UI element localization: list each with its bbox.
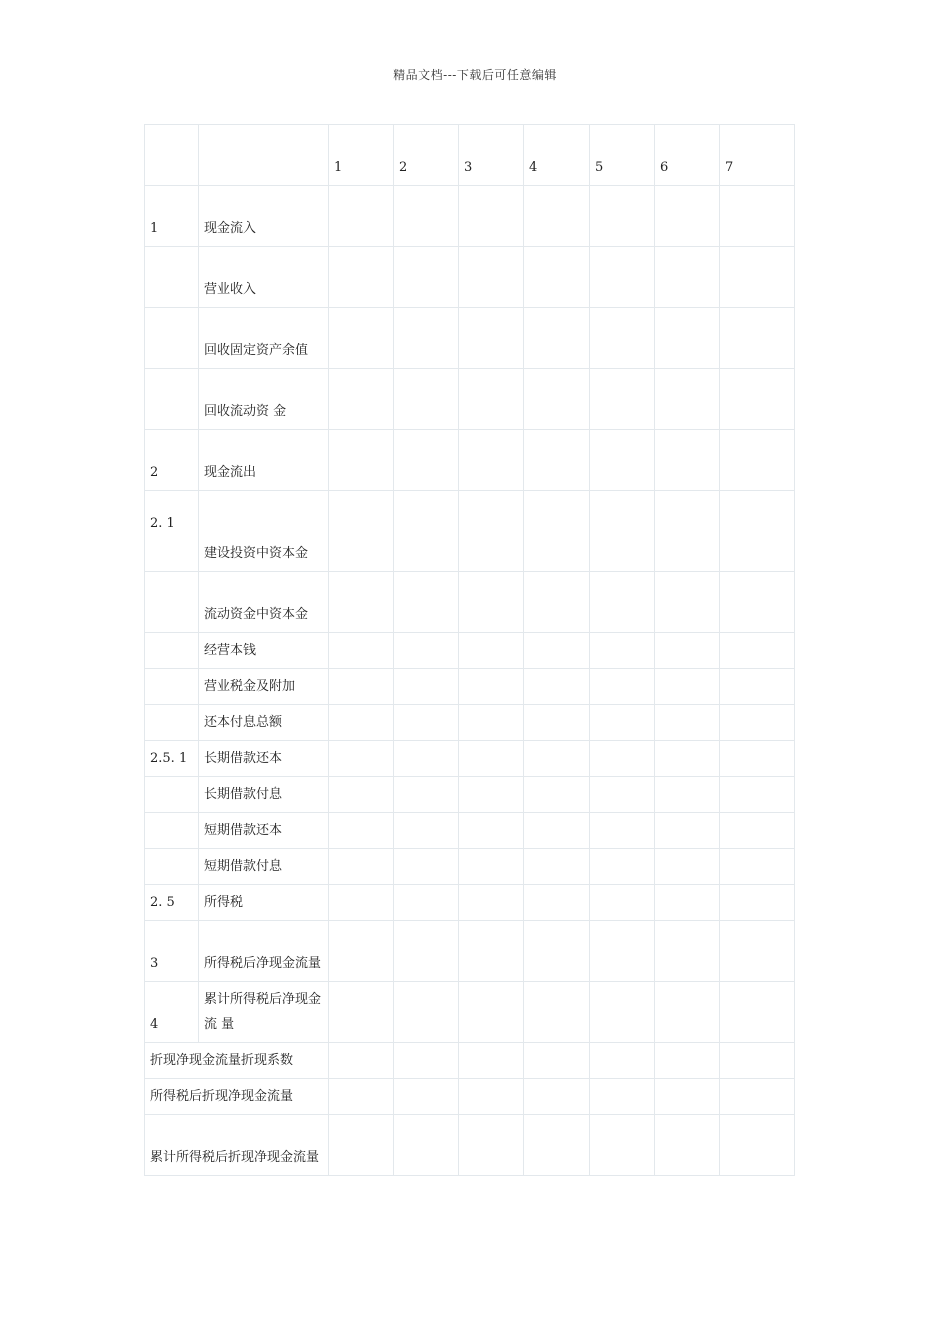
- data-cell: [459, 430, 524, 491]
- data-cell: [329, 705, 394, 741]
- data-cell: [329, 491, 394, 572]
- summary-item: 所得税后折现净现金流量: [145, 1079, 329, 1115]
- row-item: 流动资金中资本金: [199, 572, 329, 633]
- data-cell: [655, 1079, 720, 1115]
- data-cell: [459, 669, 524, 705]
- data-cell: [394, 982, 459, 1043]
- year-header: 4: [524, 125, 590, 186]
- data-cell: [720, 308, 795, 369]
- data-cell: [590, 369, 655, 430]
- row-item: 营业税金及附加: [199, 669, 329, 705]
- data-cell: [394, 705, 459, 741]
- summary-row: [145, 1043, 795, 1079]
- data-cell: [329, 741, 394, 777]
- data-cell: [524, 885, 590, 921]
- row-number: 2: [145, 430, 199, 491]
- data-cell: [329, 1043, 394, 1079]
- row-number: [145, 813, 199, 849]
- data-cell: [590, 982, 655, 1043]
- data-cell: [524, 741, 590, 777]
- data-cell: [590, 669, 655, 705]
- data-cell: [655, 921, 720, 982]
- data-cell: [590, 186, 655, 247]
- row-item: 所得税: [199, 885, 329, 921]
- data-cell: [394, 430, 459, 491]
- data-cell: [459, 849, 524, 885]
- data-cell: [655, 982, 720, 1043]
- data-cell: [655, 369, 720, 430]
- data-cell: [655, 705, 720, 741]
- data-cell: [720, 741, 795, 777]
- row-item: 长期借款付息: [199, 777, 329, 813]
- data-cell: [459, 308, 524, 369]
- table-row: [145, 369, 795, 430]
- data-cell: [524, 1043, 590, 1079]
- data-cell: [459, 982, 524, 1043]
- data-cell: [655, 1043, 720, 1079]
- data-cell: [329, 849, 394, 885]
- data-cell: [524, 1079, 590, 1115]
- data-cell: [329, 982, 394, 1043]
- data-cell: [524, 572, 590, 633]
- data-cell: [720, 849, 795, 885]
- row-item: 长期借款还本: [199, 741, 329, 777]
- data-cell: [590, 849, 655, 885]
- data-cell: [720, 572, 795, 633]
- data-cell: [394, 491, 459, 572]
- data-cell: [590, 885, 655, 921]
- data-cell: [524, 430, 590, 491]
- data-cell: [655, 1115, 720, 1176]
- data-cell: [394, 572, 459, 633]
- row-number: 4: [145, 982, 199, 1043]
- data-cell: [524, 1115, 590, 1176]
- data-cell: [394, 921, 459, 982]
- data-cell: [329, 186, 394, 247]
- header-cell-item: [199, 125, 329, 186]
- data-cell: [394, 247, 459, 308]
- data-cell: [590, 1079, 655, 1115]
- data-cell: [655, 247, 720, 308]
- data-cell: [655, 572, 720, 633]
- table-row: [145, 186, 795, 247]
- data-cell: [655, 777, 720, 813]
- data-cell: [720, 247, 795, 308]
- data-cell: [329, 1115, 394, 1176]
- data-cell: [720, 633, 795, 669]
- row-number: [145, 369, 199, 430]
- data-cell: [524, 813, 590, 849]
- row-item: 现金流出: [199, 430, 329, 491]
- data-cell: [590, 777, 655, 813]
- data-cell: [590, 741, 655, 777]
- data-cell: [329, 572, 394, 633]
- page-header: 精品文档---下载后可任意编辑: [393, 68, 557, 82]
- table-row: [145, 741, 795, 777]
- year-header: 6: [655, 125, 720, 186]
- data-cell: [655, 308, 720, 369]
- data-cell: [524, 705, 590, 741]
- data-cell: [720, 777, 795, 813]
- row-number: [145, 777, 199, 813]
- data-cell: [459, 741, 524, 777]
- row-item: 经营本钱: [199, 633, 329, 669]
- data-cell: [524, 308, 590, 369]
- data-cell: [394, 885, 459, 921]
- table-row: [145, 813, 795, 849]
- table-row: [145, 705, 795, 741]
- data-cell: [524, 669, 590, 705]
- data-cell: [394, 369, 459, 430]
- data-cell: [459, 247, 524, 308]
- summary-item: 累计所得税后折现净现金流量: [145, 1115, 329, 1176]
- data-cell: [655, 633, 720, 669]
- data-cell: [720, 1079, 795, 1115]
- data-cell: [720, 705, 795, 741]
- table-row: [145, 491, 795, 572]
- data-cell: [459, 633, 524, 669]
- data-cell: [590, 705, 655, 741]
- data-cell: [720, 186, 795, 247]
- data-cell: [459, 1115, 524, 1176]
- data-cell: [329, 777, 394, 813]
- year-header: 2: [394, 125, 459, 186]
- row-number: 3: [145, 921, 199, 982]
- data-cell: [590, 633, 655, 669]
- header-cell-no: [145, 125, 199, 186]
- data-cell: [329, 633, 394, 669]
- year-header: 1: [329, 125, 394, 186]
- data-cell: [459, 885, 524, 921]
- table-row: [145, 982, 795, 1043]
- data-cell: [394, 1043, 459, 1079]
- data-cell: [524, 633, 590, 669]
- data-cell: [590, 491, 655, 572]
- data-cell: [329, 669, 394, 705]
- row-item: 营业收入: [199, 247, 329, 308]
- data-cell: [524, 369, 590, 430]
- table-row: [145, 633, 795, 669]
- data-cell: [720, 982, 795, 1043]
- row-number: [145, 308, 199, 369]
- data-cell: [720, 669, 795, 705]
- row-item: 回收流动资 金: [199, 369, 329, 430]
- row-item: 短期借款付息: [199, 849, 329, 885]
- data-cell: [329, 813, 394, 849]
- table-row: [145, 921, 795, 982]
- data-cell: [394, 633, 459, 669]
- year-header: 7: [720, 125, 795, 186]
- data-cell: [394, 849, 459, 885]
- data-cell: [590, 572, 655, 633]
- data-cell: [655, 669, 720, 705]
- data-cell: [329, 1079, 394, 1115]
- table-row: [145, 572, 795, 633]
- data-cell: [394, 741, 459, 777]
- row-number: [145, 705, 199, 741]
- data-cell: [394, 308, 459, 369]
- data-cell: [524, 982, 590, 1043]
- data-cell: [459, 491, 524, 572]
- data-cell: [524, 849, 590, 885]
- data-cell: [459, 813, 524, 849]
- data-cell: [590, 813, 655, 849]
- data-cell: [524, 247, 590, 308]
- data-cell: [394, 813, 459, 849]
- data-cell: [590, 430, 655, 491]
- data-cell: [655, 813, 720, 849]
- data-cell: [655, 885, 720, 921]
- row-number: 1: [145, 186, 199, 247]
- row-item: 建设投资中资本金: [199, 491, 329, 572]
- summary-row: [145, 1079, 795, 1115]
- data-cell: [329, 308, 394, 369]
- table-row: [145, 247, 795, 308]
- table-row: [145, 777, 795, 813]
- table-header-row: [145, 125, 795, 186]
- data-cell: [459, 921, 524, 982]
- table-row: [145, 430, 795, 491]
- row-item: 回收固定资产余值: [199, 308, 329, 369]
- data-cell: [524, 777, 590, 813]
- table-row: [145, 669, 795, 705]
- row-item: 短期借款还本: [199, 813, 329, 849]
- data-cell: [459, 705, 524, 741]
- data-cell: [655, 491, 720, 572]
- data-cell: [394, 1079, 459, 1115]
- row-number: [145, 669, 199, 705]
- data-cell: [459, 186, 524, 247]
- data-cell: [459, 369, 524, 430]
- data-cell: [720, 813, 795, 849]
- data-cell: [720, 430, 795, 491]
- table-row: [145, 308, 795, 369]
- cash-flow-table: [144, 124, 795, 1176]
- data-cell: [524, 921, 590, 982]
- data-cell: [655, 849, 720, 885]
- row-item: 还本付息总额: [199, 705, 329, 741]
- row-number: [145, 633, 199, 669]
- data-cell: [459, 777, 524, 813]
- summary-item: 折现净现金流量折现系数: [145, 1043, 329, 1079]
- data-cell: [590, 1043, 655, 1079]
- data-cell: [329, 369, 394, 430]
- data-cell: [655, 430, 720, 491]
- data-cell: [524, 186, 590, 247]
- data-cell: [720, 369, 795, 430]
- data-cell: [459, 572, 524, 633]
- row-item: 累计所得税后净现金流 量: [199, 982, 329, 1043]
- data-cell: [655, 741, 720, 777]
- data-cell: [590, 247, 655, 308]
- data-cell: [590, 308, 655, 369]
- summary-row: [145, 1115, 795, 1176]
- table-row: [145, 849, 795, 885]
- data-cell: [329, 430, 394, 491]
- year-header: 3: [459, 125, 524, 186]
- data-cell: [590, 921, 655, 982]
- data-cell: [459, 1079, 524, 1115]
- data-cell: [720, 921, 795, 982]
- data-cell: [655, 186, 720, 247]
- data-cell: [394, 186, 459, 247]
- data-cell: [394, 1115, 459, 1176]
- row-item: 现金流入: [199, 186, 329, 247]
- data-cell: [720, 885, 795, 921]
- row-number: [145, 247, 199, 308]
- data-cell: [459, 1043, 524, 1079]
- data-cell: [720, 1115, 795, 1176]
- data-cell: [329, 921, 394, 982]
- row-number: 2. 5: [145, 885, 199, 921]
- row-number: [145, 572, 199, 633]
- row-number: 2.5. 1: [145, 741, 199, 777]
- data-cell: [590, 1115, 655, 1176]
- data-cell: [720, 491, 795, 572]
- data-cell: [720, 1043, 795, 1079]
- data-cell: [524, 491, 590, 572]
- data-cell: [394, 669, 459, 705]
- row-number: [145, 849, 199, 885]
- row-number: 2. 1: [145, 491, 199, 572]
- data-cell: [329, 885, 394, 921]
- row-item: 所得税后净现金流量: [199, 921, 329, 982]
- data-cell: [329, 247, 394, 308]
- table-row: [145, 885, 795, 921]
- data-cell: [394, 777, 459, 813]
- year-header: 5: [590, 125, 655, 186]
